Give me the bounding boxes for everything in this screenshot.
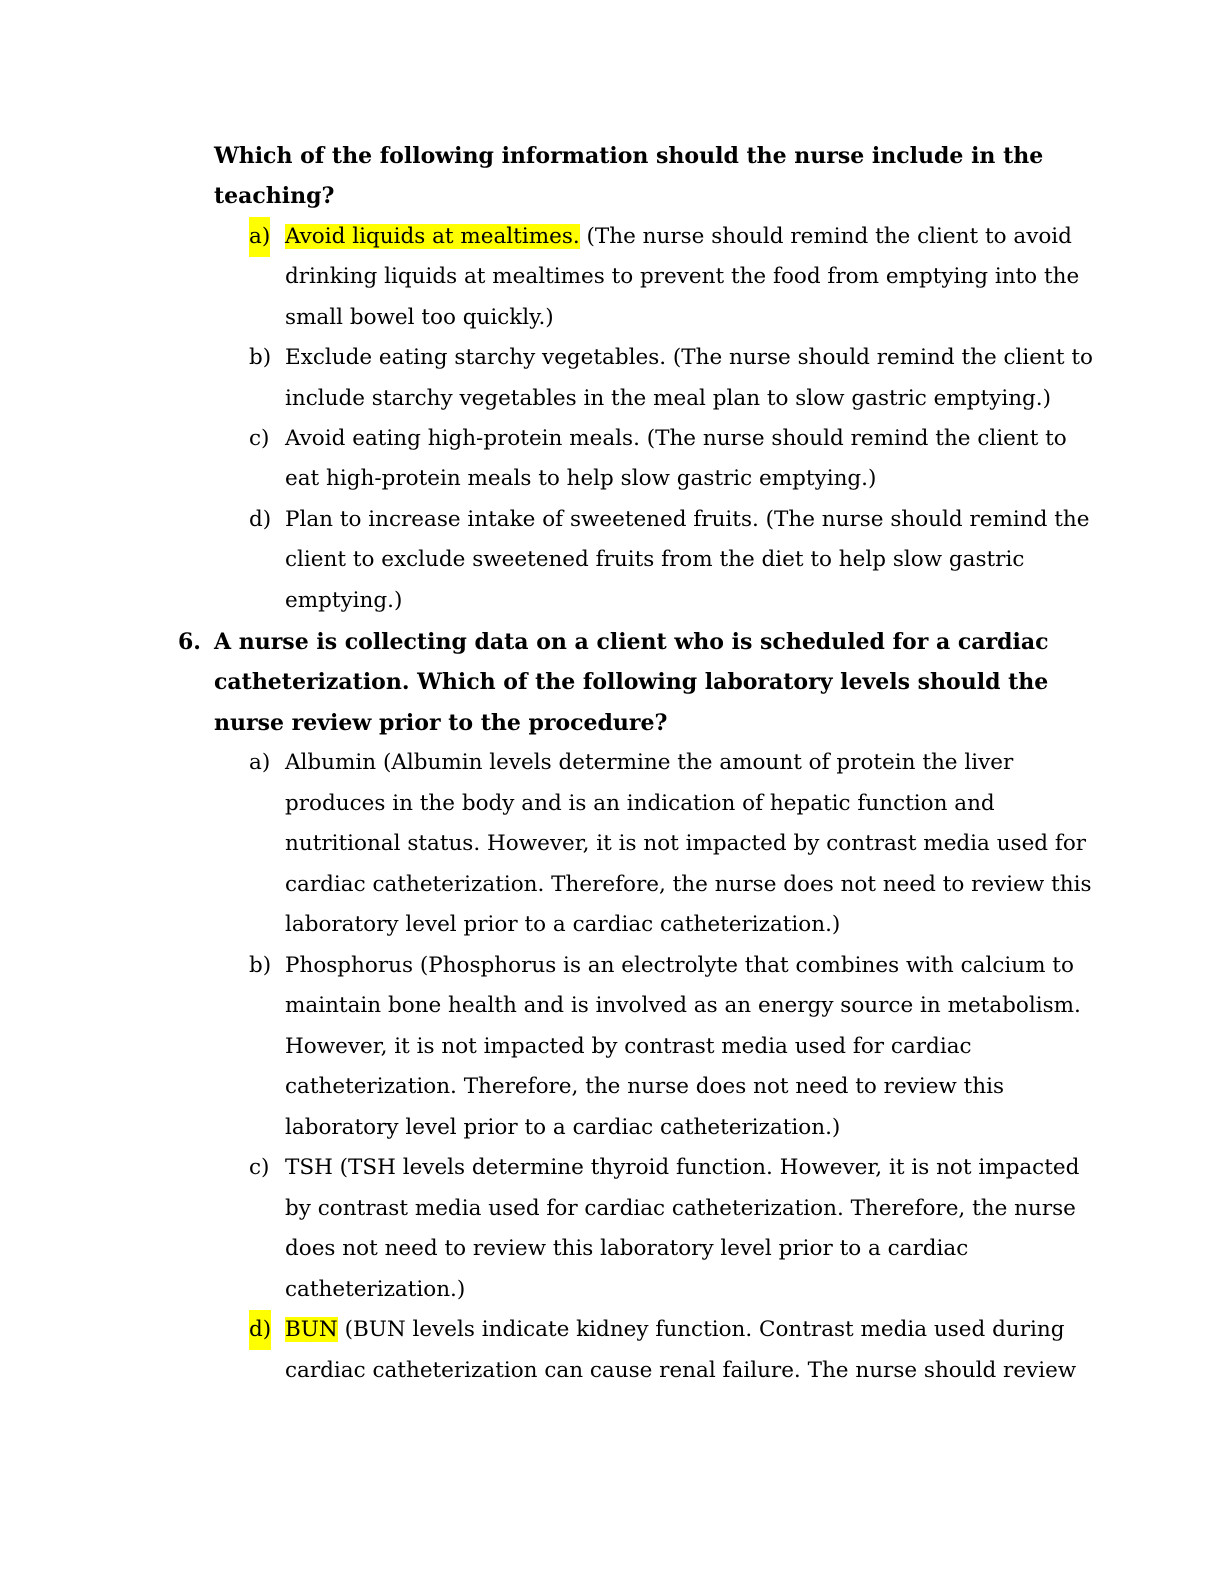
- option-q6-d-rationale: (BUN levels indicate kidney function. Contrast media used during: [337, 1317, 1065, 1342]
- option-q5-d-line-1: Plan to increase intake of sweetened fruits. (The nurse should remind the: [285, 507, 1090, 532]
- option-q5-a-line-3: small bowel too quickly.): [285, 305, 554, 330]
- option-letter-q5-b: b): [249, 345, 272, 370]
- option-q6-b-line-3: However, it is not impacted by contrast media used for cardiac: [285, 1034, 972, 1059]
- correct-answer-highlight-q6: BUN: [285, 1317, 338, 1342]
- option-letter-q5-a: a): [249, 217, 270, 257]
- option-letter-q6-b: b): [249, 953, 272, 978]
- option-q5-c-line-2: eat high-protein meals to help slow gastric emptying.): [285, 466, 877, 491]
- question-5-stem-line-2: teaching?: [214, 183, 335, 209]
- question-6-stem-line-1: A nurse is collecting data on a client who is scheduled for a cardiac: [214, 629, 1049, 655]
- option-q6-b-line-4: catheterization. Therefore, the nurse does not need to review this: [285, 1074, 1005, 1099]
- question-5-stem-line-1: Which of the following information should the nurse include in the: [214, 143, 1044, 169]
- option-q6-a-line-2: produces in the body and is an indication of hepatic function and: [285, 791, 995, 816]
- option-q6-c-line-1: TSH (TSH levels determine thyroid function. However, it is not impacted: [285, 1155, 1080, 1180]
- option-q5-d-line-3: emptying.): [285, 588, 403, 613]
- option-q6-a-line-1: Albumin (Albumin levels determine the amount of protein the liver: [285, 750, 1014, 775]
- question-6-stem-line-3: nurse review prior to the procedure?: [214, 710, 668, 736]
- option-q5-a-rationale: (The nurse should remind the client to avoid: [579, 224, 1072, 249]
- option-q5-b-line-1: Exclude eating starchy vegetables. (The nurse should remind the client to: [285, 345, 1093, 370]
- option-letter-q6-a: a): [249, 750, 271, 775]
- option-letter-q5-d: d): [249, 507, 272, 532]
- option-letter-q6-d: d): [249, 1310, 271, 1350]
- question-6-stem-line-2: catheterization. Which of the following laboratory levels should the: [214, 669, 1049, 695]
- option-q6-c-line-2: by contrast media used for cardiac catheterization. Therefore, the nurse: [285, 1196, 1076, 1221]
- option-q6-a-line-3: nutritional status. However, it is not impacted by contrast media used for: [285, 831, 1087, 856]
- option-q6-a-line-5: laboratory level prior to a cardiac catheterization.): [285, 912, 841, 937]
- option-q6-c-line-4: catheterization.): [285, 1277, 466, 1302]
- option-q5-a-line-2: drinking liquids at mealtimes to prevent the food from emptying into the: [285, 264, 1080, 289]
- option-q6-b-line-5: laboratory level prior to a cardiac catheterization.): [285, 1115, 841, 1140]
- option-q6-b-line-2: maintain bone health and is involved as an energy source in metabolism.: [285, 993, 1081, 1018]
- option-q5-b-line-2: include starchy vegetables in the meal plan to slow gastric emptying.): [285, 386, 1052, 411]
- option-q6-c-line-3: does not need to review this laboratory level prior to a cardiac: [285, 1236, 969, 1261]
- option-q6-b-line-1: Phosphorus (Phosphorus is an electrolyte that combines with calcium to: [285, 953, 1074, 978]
- option-q6-d-line-1: [285, 1310, 1065, 1350]
- option-q6-a-line-4: cardiac catheterization. Therefore, the nurse does not need to review this: [285, 872, 1092, 897]
- option-q5-a-line-1: [285, 217, 1072, 257]
- option-letter-q5-c: c): [249, 426, 270, 451]
- correct-answer-highlight-q5: Avoid liquids at mealtimes.: [285, 224, 580, 249]
- option-letter-q6-c: c): [249, 1155, 270, 1180]
- option-q5-c-line-1: Avoid eating high-protein meals. (The nurse should remind the client to: [285, 426, 1067, 451]
- option-q6-d-line-2: cardiac catheterization can cause renal failure. The nurse should review: [285, 1358, 1077, 1383]
- question-6-number: 6.: [178, 629, 201, 655]
- option-q5-d-line-2: client to exclude sweetened fruits from the diet to help slow gastric: [285, 547, 1025, 572]
